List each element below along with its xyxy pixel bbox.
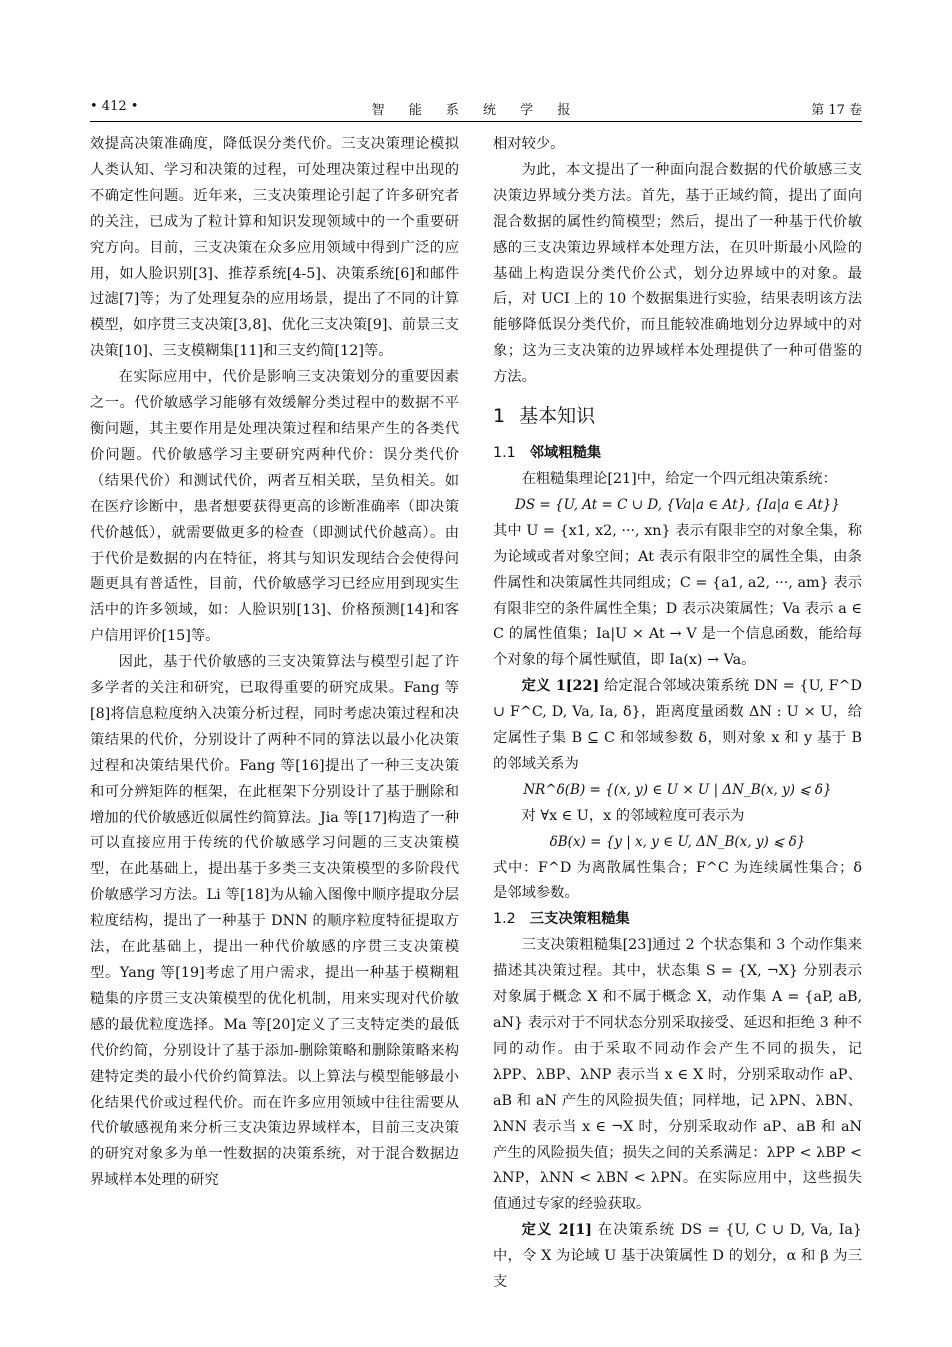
right-column xyxy=(493,132,862,1296)
paragraph: 在粗糙集理论[21]中，给定一个四元组决策系统： xyxy=(521,470,837,487)
subsection-heading xyxy=(493,907,862,933)
definition-text: 给定混合邻域决策系统 DN = {U, F^D ∪ F^C, D, Va, Ia, δ}，距离度量函数 ΔN : U × U，给定属性子集 B ⊆ C 和邻域参数 δ，则对象 x 和 y 基于 B 的邻域关系为 xyxy=(493,678,862,772)
paragraph: 对 ∀x ∈ U，x 的邻域粒度可表示为 xyxy=(521,807,745,824)
equation: NR^δ(B) = {(x, y) ∈ U × U | ΔN_B(x, y) ⩽ δ} xyxy=(523,781,832,798)
page-number: • 412 • xyxy=(90,99,139,114)
left-column xyxy=(90,132,459,1194)
subsection-title: 三支决策粗糙集 xyxy=(529,911,630,928)
definition xyxy=(493,1218,862,1296)
paragraph: 在实际应用中，代价是影响三支决策划分的重要因素之一。代价敏感学习能够有效缓解分类过程中的数据不平衡问题，其主要作用是处理决策过程和结果产生的各类代价问题。代价敏感学习主要研究两种代价：误分类代价（结果代价）和测试代价，两者互相关联，呈负相关。如在医疗诊断中，患者想要获得更高的诊断准确率（即决策代价越低），就需要做更多的检查（即测试代价越高）。由于代价是数据的内在特征，将其与知识发现结合会使得问题更具有普适性，目前，代价敏感学习已经应用到现实生活中的许多领域，如：人脸识别[13]、价格预测[14]和客户信用评价[15]等。 xyxy=(90,369,459,645)
paragraph: 因此，基于代价敏感的三支决策算法与模型引起了许多学者的关注和研究，已取得重要的研究成果。Fang 等[8]将信息粒度纳入决策分析过程，同时考虑决策过程和决策结果的代价，分别设计了两种不同的算法以最小化决策过程和决策结果代价。Fang 等[16]提出了一种三支决策和可分辨矩阵的框架，在此框架下分别设计了基于删除和增加的代价敏感近似属性约简算法。Jia 等[17]构造了一种可以直接应用于传统的代价敏感学习问题的三支决策模型，在此基础上，提出基于多类三支决策模型的多阶段代价敏感学习方法。Li 等[18]为从输入图像中顺序提取分层粒度结构，提出了一种基于 DNN 的顺序粒度特征提取方法，在此基础上，提出一种代价敏感的序贯三支决策模型。Yang 等[19]考虑了用户需求，提出一种基于模糊粗糙集的序贯三支决策模型的优化机制，用来实现对代价敏感的最优粒度选择。Ma 等[20]定义了三支特定类的最低代价约简，分别设计了基于添加-删除策略和删除策略来构建特定类的最小代价约简算法。以上算法与模型能够最小化结果代价或过程代价。而在许多应用领域中往往需要从代价敏感视角来分析三支决策边界域样本，目前三支决策的研究对象多为单一性数据的决策系统，对于混合数据边界域样本处理的研究 xyxy=(90,654,459,1189)
definition xyxy=(493,674,862,778)
paragraph: 三支决策粗糙集[23]通过 2 个状态集和 3 个动作集来描述其决策过程。其中，状态集 S = {X, ¬X} 分别表示对象属于概念 X 和不属于概念 X，动作集 A = {aP, aB, aN} 表示对于不同状态分别采取接受、延迟和拒绝 3 种不同的动作。由于采取不同动作会产生不同的损失，记 λPP、λBP、λNP 表示当 x ∈ X 时，分别采取动作 aP、aB 和 aN 产生的风险损失值；同样地，记 λPN、λBN、λNN 表示当 x ∈ ¬X 时，分别采取动作 aP、aB 和 aN 产生的风险损失值；损失之间的关系满足：λPP < λBP < λNP，λNN < λBN < λPN。在实际应用中，这些损失值通过专家的经验获取。 xyxy=(493,937,862,1213)
definition-text: 在决策系统 DS = {U, C ∪ D, Va, Ia} 中，令 X 为论域 U 基于决策属性 D 的划分，α 和 β 为三支 xyxy=(493,1222,863,1291)
definition-label: 定义 1[22] xyxy=(521,678,600,695)
subsection-heading xyxy=(493,441,862,467)
page-header xyxy=(90,97,862,122)
paragraph: 式中：F^D 为离散属性集合；F^C 为连续属性集合；δ 是邻域参数。 xyxy=(493,859,862,902)
paragraph: 效提高决策准确度，降低误分类代价。三支决策理论模拟人类认知、学习和决策的过程，可处理决策过程中出现的不确定性问题。近年来，三支决策理论引起了许多研究者的关注，已成为了粒计算和知识发现领域中的一个重要研究方向。目前，三支决策在众多应用领域中得到广泛的应用，如人脸识别[3]、推荐系统[4-5]、决策系统[6]和邮件过滤[7]等；为了处理复杂的应用场景，提出了不同的计算模型，如序贯三支决策[3,8]、优化三支决策[9]、前景三支决策[10]、三支模糊集[11]和三支约简[12]等。 xyxy=(90,136,459,360)
paragraph: 其中 U = {x1, x2, ···, xn} 表示有限非空的对象全集，称为论域或者对象空间；At 表示有限非空的属性全集，由条件属性和决策属性共同组成；C = {a1, a2, ···, am} 表示有限非空的条件属性全集；D 表示决策属性；Va 表示 a ∈ C 的属性值集；Ia|U × At → V 是一个信息函数，能给每个对象的每个属性赋值，即 Ia(x) → Va。 xyxy=(493,522,862,669)
equation: DS = {U, At = C ∪ D, {Va|a ∈ At}, {Ia|a ∈ At}} xyxy=(515,496,840,513)
section-title: 基本知识 xyxy=(519,405,596,428)
paragraph: 为此，本文提出了一种面向混合数据的代价敏感三支决策边界域分类方法。首先，基于正域约简，提出了面向混合数据的属性约简模型；然后，提出了一种基于代价敏感的三支决策边界域样本处理方法，在贝叶斯最小风险的基础上构造误分类代价公式，划分边界域中的对象。最后，对 UCI 上的 10 个数据集进行实验，结果表明该方法能够降低误分类代价，而且能较准确地划分边界域中的对象；这为三支决策的边界域样本处理提供了一种可借鉴的方法。 xyxy=(493,161,862,386)
volume-label: 第 17 卷 xyxy=(811,103,862,118)
subsection-number: 1.1 xyxy=(493,445,516,462)
subsection-title: 邻域粗糙集 xyxy=(529,445,602,462)
definition-label: 定义 2[1] xyxy=(521,1222,593,1239)
section-heading xyxy=(493,401,862,431)
section-number: 1 xyxy=(493,405,506,428)
journal-name: 智 能 系 统 学 报 xyxy=(371,103,581,118)
equation: δB(x) = {y | x, y ∈ U, ΔN_B(x, y) ⩽ δ} xyxy=(549,833,806,850)
subsection-number: 1.2 xyxy=(493,911,516,928)
paragraph: 相对较少。 xyxy=(493,136,565,152)
